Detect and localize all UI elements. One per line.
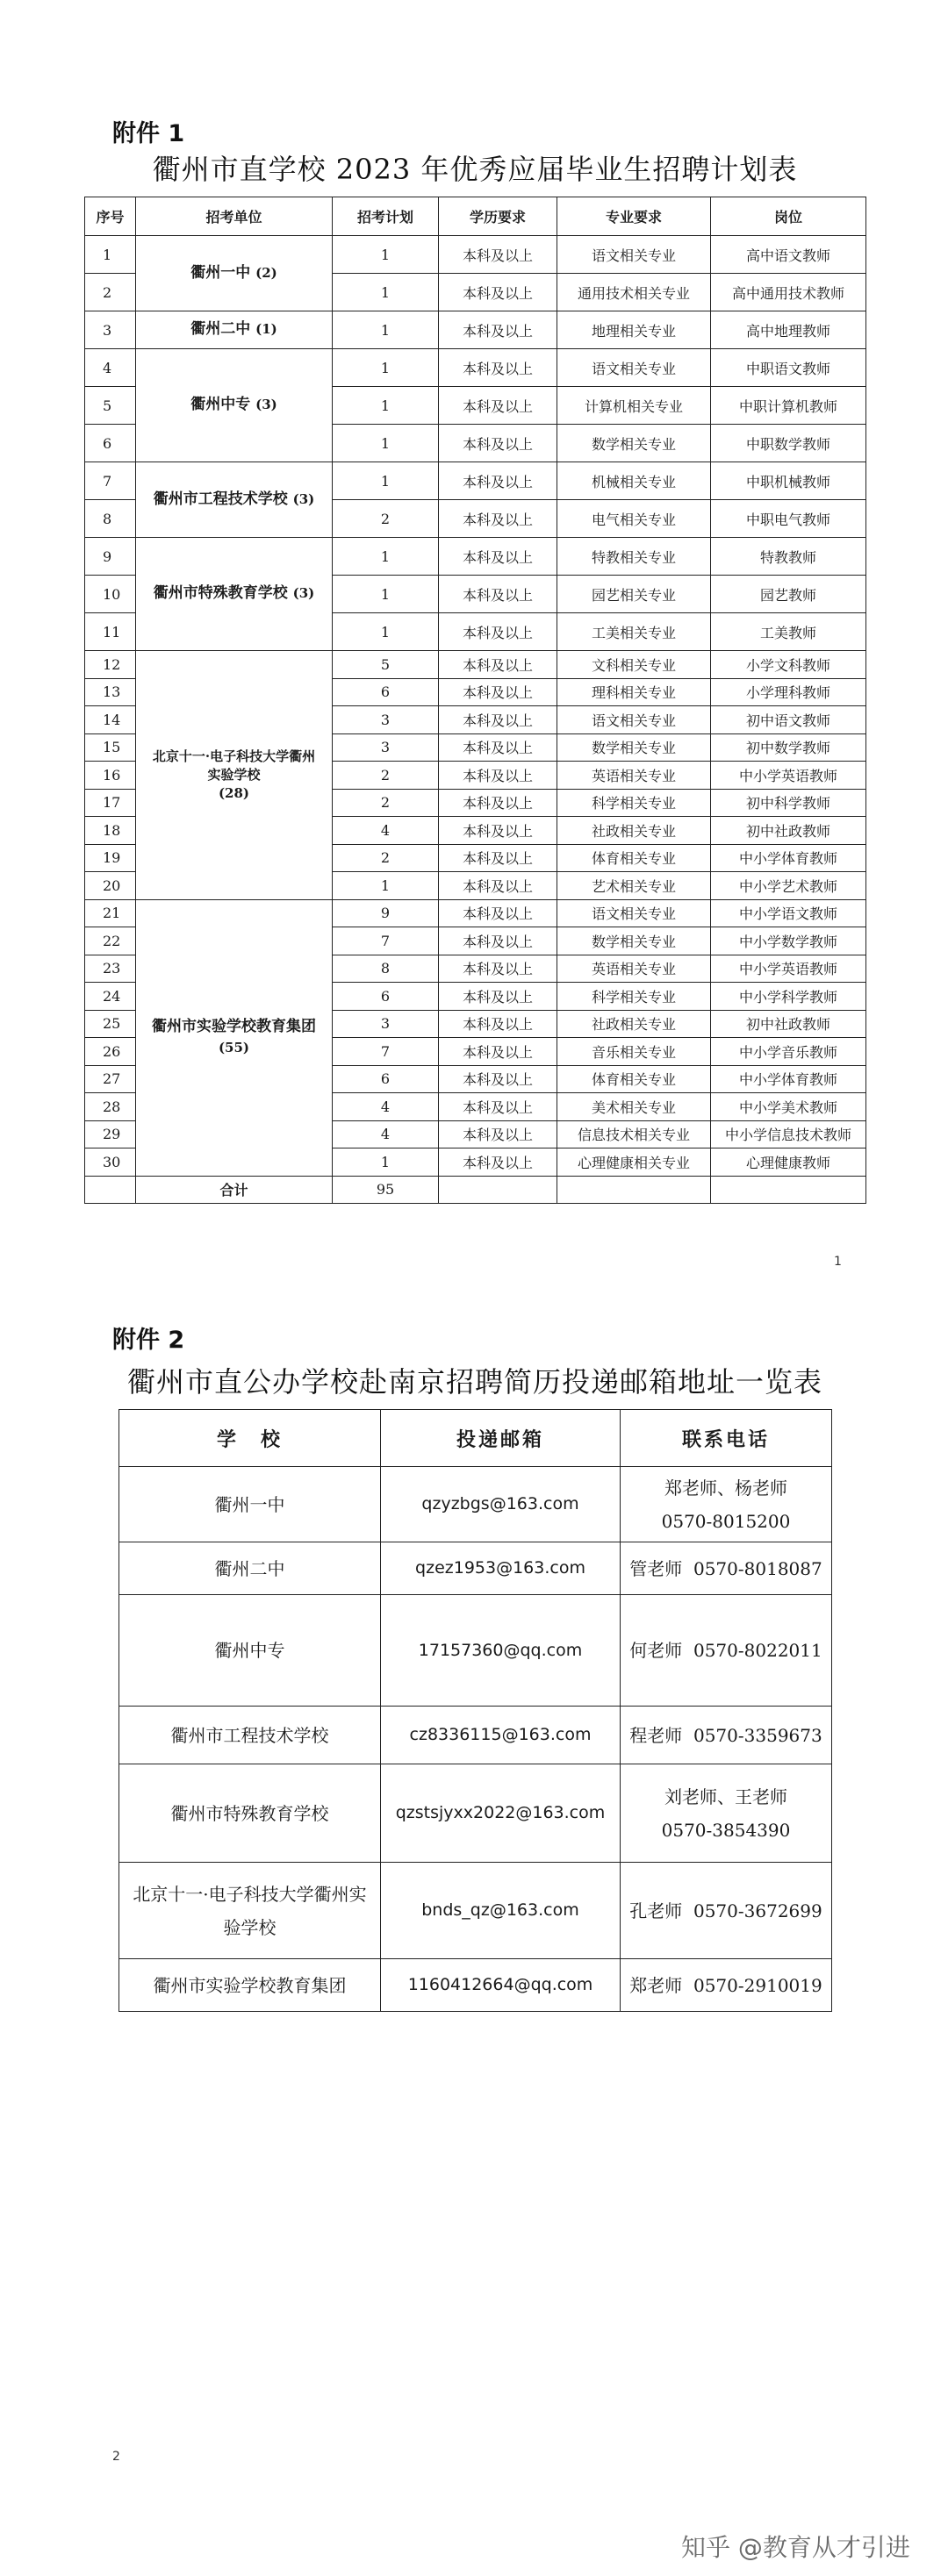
education-cell: 本科及以上 [439,1065,557,1093]
phone-cell [621,1764,832,1863]
unit-count: (3) [292,585,315,602]
plan-count-cell: 2 [333,500,439,538]
seq-cell: 28 [85,1093,136,1121]
phone-number: 0570-3854390 [661,1819,791,1841]
plan-count-cell: 2 [333,762,439,790]
major-cell: 数学相关专业 [557,733,711,762]
position-cell: 初中科学教师 [711,789,866,817]
phone-cell [621,1863,832,1959]
major-cell: 音乐相关专业 [557,1038,711,1066]
position-cell: 中职语文教师 [711,349,866,387]
major-cell: 园艺相关专业 [557,576,711,613]
school-cell: 衢州一中 [119,1467,381,1542]
seq-cell: 2 [85,274,136,311]
seq-cell: 1 [85,236,136,274]
plan-count-cell: 1 [333,425,439,462]
phone-number: 0570-8022011 [693,1640,822,1661]
position-cell: 高中语文教师 [711,236,866,274]
plan-count-cell: 6 [333,678,439,706]
education-cell: 本科及以上 [439,789,557,817]
unit-count: (2) [255,264,277,281]
table-row [85,651,866,679]
plan-count-cell: 4 [333,1093,439,1121]
school-cell: 衢州市工程技术学校 [119,1707,381,1764]
education-cell: 本科及以上 [439,955,557,983]
total-empty-cell [85,1176,136,1203]
position-cell: 高中通用技术教师 [711,274,866,311]
email-cell: bnds_qz@163.com [381,1863,621,1959]
unit-cell [136,899,333,1176]
contact-name: 管老师 [629,1557,683,1579]
page-number-1: 1 [834,1255,842,1269]
phone-number: 0570-2910019 [693,1974,822,1996]
plan-count-cell: 4 [333,1120,439,1148]
unit-count: (1) [255,321,277,338]
education-cell: 本科及以上 [439,1093,557,1121]
major-cell: 特教相关专业 [557,538,711,576]
education-cell: 本科及以上 [439,274,557,311]
major-cell: 美术相关专业 [557,1093,711,1121]
total-empty-cell [439,1176,557,1203]
seq-cell: 22 [85,927,136,955]
position-cell: 工美教师 [711,613,866,651]
education-cell: 本科及以上 [439,311,557,349]
attachment-2-title: 衢州市直公办学校赴南京招聘简历投递邮箱地址一览表 [126,1365,822,1399]
education-cell: 本科及以上 [439,927,557,955]
table-row [119,1707,832,1764]
education-cell: 本科及以上 [439,983,557,1011]
header-education: 学历要求 [439,197,557,236]
education-cell: 本科及以上 [439,576,557,613]
phone-number: 0570-3359673 [693,1724,822,1746]
header-phone: 联系电话 [621,1410,832,1467]
position-cell: 园艺教师 [711,576,866,613]
email-cell: 17157360@qq.com [381,1595,621,1707]
major-cell: 科学相关专业 [557,983,711,1011]
table-row [119,1595,832,1707]
position-cell: 心理健康教师 [711,1148,866,1177]
major-cell: 社政相关专业 [557,817,711,845]
email-cell: cz8336115@163.com [381,1707,621,1764]
recruitment-plan-table [84,197,866,1204]
education-cell: 本科及以上 [439,236,557,274]
education-cell: 本科及以上 [439,462,557,500]
contact-name: 何老师 [629,1640,683,1661]
seq-cell: 20 [85,872,136,900]
seq-cell: 15 [85,733,136,762]
plan-count-cell: 1 [333,613,439,651]
plan-count-cell: 1 [333,538,439,576]
page-number-2: 2 [112,2450,120,2464]
unit-count: (28) [218,784,250,801]
plan-count-cell: 1 [333,311,439,349]
school-cell: 衢州市实验学校教育集团 [119,1959,381,2012]
plan-count-cell: 7 [333,1038,439,1066]
unit-cell [136,651,333,900]
contact-name: 刘老师、王老师 [664,1785,787,1807]
attachment-1-label: 附件 1 [112,120,185,147]
position-cell: 中小学信息技术教师 [711,1120,866,1148]
seq-cell: 8 [85,500,136,538]
education-cell: 本科及以上 [439,872,557,900]
phone-cell [621,1959,832,2012]
table-row [119,1959,832,2012]
seq-cell: 17 [85,789,136,817]
major-cell: 机械相关专业 [557,462,711,500]
email-cell: qzyzbgs@163.com [381,1467,621,1542]
major-cell: 计算机相关专业 [557,387,711,425]
table-row [85,349,866,387]
seq-cell: 19 [85,844,136,872]
position-cell: 中小学美术教师 [711,1093,866,1121]
education-cell: 本科及以上 [439,651,557,679]
plan-count-cell: 5 [333,651,439,679]
position-cell: 小学文科教师 [711,651,866,679]
education-cell: 本科及以上 [439,1120,557,1148]
unit-count: (3) [255,397,277,413]
unit-name: 北京十一·电子科技大学衢州实验学校 [152,748,316,783]
plan-count-cell: 3 [333,706,439,734]
seq-cell: 10 [85,576,136,613]
plan-count-cell: 2 [333,789,439,817]
plan-count-cell: 7 [333,927,439,955]
education-cell: 本科及以上 [439,500,557,538]
table-row [85,236,866,274]
position-cell: 中小学英语教师 [711,762,866,790]
position-cell: 中职数学教师 [711,425,866,462]
position-cell: 初中社政教师 [711,1010,866,1038]
position-cell: 中小学音乐教师 [711,1038,866,1066]
plan-total-row [85,1176,866,1203]
education-cell: 本科及以上 [439,733,557,762]
major-cell: 通用技术相关专业 [557,274,711,311]
major-cell: 科学相关专业 [557,789,711,817]
education-cell: 本科及以上 [439,762,557,790]
position-cell: 中小学艺术教师 [711,872,866,900]
seq-cell: 16 [85,762,136,790]
position-cell: 中小学体育教师 [711,1065,866,1093]
plan-count-cell: 1 [333,576,439,613]
seq-cell: 18 [85,817,136,845]
education-cell: 本科及以上 [439,613,557,651]
header-unit: 招考单位 [136,197,333,236]
table-row [85,538,866,576]
plan-count-cell: 3 [333,1010,439,1038]
total-value: 95 [333,1176,439,1203]
seq-cell: 14 [85,706,136,734]
plan-count-cell: 9 [333,899,439,927]
education-cell: 本科及以上 [439,349,557,387]
unit-name: 衢州市工程技术学校 [153,490,288,508]
position-cell: 特教教师 [711,538,866,576]
email-cell: qzez1953@163.com [381,1542,621,1595]
unit-name: 衢州一中 [190,263,251,282]
header-seq: 序号 [85,197,136,236]
contact-name: 程老师 [629,1724,683,1746]
plan-count-cell: 3 [333,733,439,762]
header-school: 学 校 [119,1410,381,1467]
plan-count-cell: 6 [333,1065,439,1093]
major-cell: 艺术相关专业 [557,872,711,900]
plan-count-cell: 1 [333,1148,439,1177]
table-row [119,1764,832,1863]
education-cell: 本科及以上 [439,1010,557,1038]
seq-cell: 25 [85,1010,136,1038]
email-cell: 1160412664@qq.com [381,1959,621,2012]
email-table-header-row [119,1410,832,1467]
position-cell: 中小学数学教师 [711,927,866,955]
education-cell: 本科及以上 [439,844,557,872]
plan-count-cell: 2 [333,844,439,872]
table-row [119,1863,832,1959]
plan-count-cell: 1 [333,349,439,387]
phone-number: 0570-8018087 [693,1557,822,1579]
phone-cell [621,1467,832,1542]
seq-cell: 4 [85,349,136,387]
attachment-1-title: 衢州市直学校 2023 年优秀应届毕业生招聘计划表 [152,153,798,186]
position-cell: 高中地理教师 [711,311,866,349]
education-cell: 本科及以上 [439,1038,557,1066]
plan-count-cell: 1 [333,462,439,500]
major-cell: 英语相关专业 [557,955,711,983]
school-cell: 衢州中专 [119,1595,381,1707]
major-cell: 地理相关专业 [557,311,711,349]
plan-count-cell: 1 [333,872,439,900]
major-cell: 工美相关专业 [557,613,711,651]
plan-count-cell: 4 [333,817,439,845]
education-cell: 本科及以上 [439,538,557,576]
contact-name: 郑老师、杨老师 [664,1477,787,1499]
phone-number: 0570-3672699 [693,1900,822,1921]
major-cell: 数学相关专业 [557,927,711,955]
table-row [119,1542,832,1595]
phone-cell [621,1542,832,1595]
major-cell: 语文相关专业 [557,899,711,927]
major-cell: 文科相关专业 [557,651,711,679]
unit-name: 衢州中专 [190,396,251,414]
unit-name: 衢州市实验学校教育集团 [152,1017,316,1035]
education-cell: 本科及以上 [439,425,557,462]
header-email: 投递邮箱 [381,1410,621,1467]
seq-cell: 9 [85,538,136,576]
header-major: 专业要求 [557,197,711,236]
unit-count: (3) [292,490,315,507]
education-cell: 本科及以上 [439,1148,557,1177]
seq-cell: 24 [85,983,136,1011]
major-cell: 信息技术相关专业 [557,1120,711,1148]
header-plan: 招考计划 [333,197,439,236]
position-cell: 初中数学教师 [711,733,866,762]
major-cell: 体育相关专业 [557,844,711,872]
major-cell: 心理健康相关专业 [557,1148,711,1177]
unit-cell [136,311,333,349]
table-row [85,311,866,349]
email-cell: qzstsjyxx2022@163.com [381,1764,621,1863]
table-row [85,462,866,500]
position-cell: 中小学语文教师 [711,899,866,927]
attachment-2-label: 附件 2 [112,1327,185,1354]
major-cell: 数学相关专业 [557,425,711,462]
unit-cell [136,236,333,311]
total-label: 合计 [136,1176,333,1203]
education-cell: 本科及以上 [439,817,557,845]
seq-cell: 21 [85,899,136,927]
position-cell: 中小学体育教师 [711,844,866,872]
seq-cell: 30 [85,1148,136,1177]
email-address-table [118,1409,832,2012]
education-cell: 本科及以上 [439,899,557,927]
table-row [119,1467,832,1542]
school-cell: 衢州二中 [119,1542,381,1595]
unit-cell [136,349,333,462]
seq-cell: 6 [85,425,136,462]
position-cell: 中职计算机教师 [711,387,866,425]
major-cell: 英语相关专业 [557,762,711,790]
seq-cell: 3 [85,311,136,349]
position-cell: 中小学科学教师 [711,983,866,1011]
unit-cell [136,538,333,651]
phone-cell [621,1707,832,1764]
unit-count: (55) [218,1039,250,1055]
major-cell: 社政相关专业 [557,1010,711,1038]
major-cell: 语文相关专业 [557,706,711,734]
plan-count-cell: 1 [333,274,439,311]
unit-name: 衢州市特殊教育学校 [153,584,288,603]
plan-count-cell: 8 [333,955,439,983]
seq-cell: 11 [85,613,136,651]
major-cell: 体育相关专业 [557,1065,711,1093]
total-empty-cell [711,1176,866,1203]
school-cell: 北京十一·电子科技大学衢州实验学校 [119,1863,381,1959]
unit-cell [136,462,333,538]
education-cell: 本科及以上 [439,387,557,425]
major-cell: 语文相关专业 [557,349,711,387]
contact-name: 郑老师 [629,1974,683,1996]
position-cell: 小学理科教师 [711,678,866,706]
contact-name: 孔老师 [629,1900,683,1921]
seq-cell: 23 [85,955,136,983]
plan-count-cell: 1 [333,387,439,425]
major-cell: 理科相关专业 [557,678,711,706]
header-position: 岗位 [711,197,866,236]
education-cell: 本科及以上 [439,706,557,734]
seq-cell: 12 [85,651,136,679]
seq-cell: 5 [85,387,136,425]
seq-cell: 13 [85,678,136,706]
major-cell: 电气相关专业 [557,500,711,538]
total-empty-cell [557,1176,711,1203]
education-cell: 本科及以上 [439,678,557,706]
plan-count-cell: 1 [333,236,439,274]
watermark-text: 知乎 @教育从才引进 [681,2533,910,2562]
table-row [85,899,866,927]
school-cell: 衢州市特殊教育学校 [119,1764,381,1863]
seq-cell: 27 [85,1065,136,1093]
position-cell: 中小学英语教师 [711,955,866,983]
position-cell: 中职机械教师 [711,462,866,500]
position-cell: 初中语文教师 [711,706,866,734]
plan-table-header-row [85,197,866,236]
unit-name: 衢州二中 [190,320,251,339]
seq-cell: 7 [85,462,136,500]
position-cell: 初中社政教师 [711,817,866,845]
major-cell: 语文相关专业 [557,236,711,274]
seq-cell: 26 [85,1038,136,1066]
phone-number: 0570-8015200 [661,1510,791,1532]
seq-cell: 29 [85,1120,136,1148]
position-cell: 中职电气教师 [711,500,866,538]
phone-cell [621,1595,832,1707]
plan-count-cell: 6 [333,983,439,1011]
